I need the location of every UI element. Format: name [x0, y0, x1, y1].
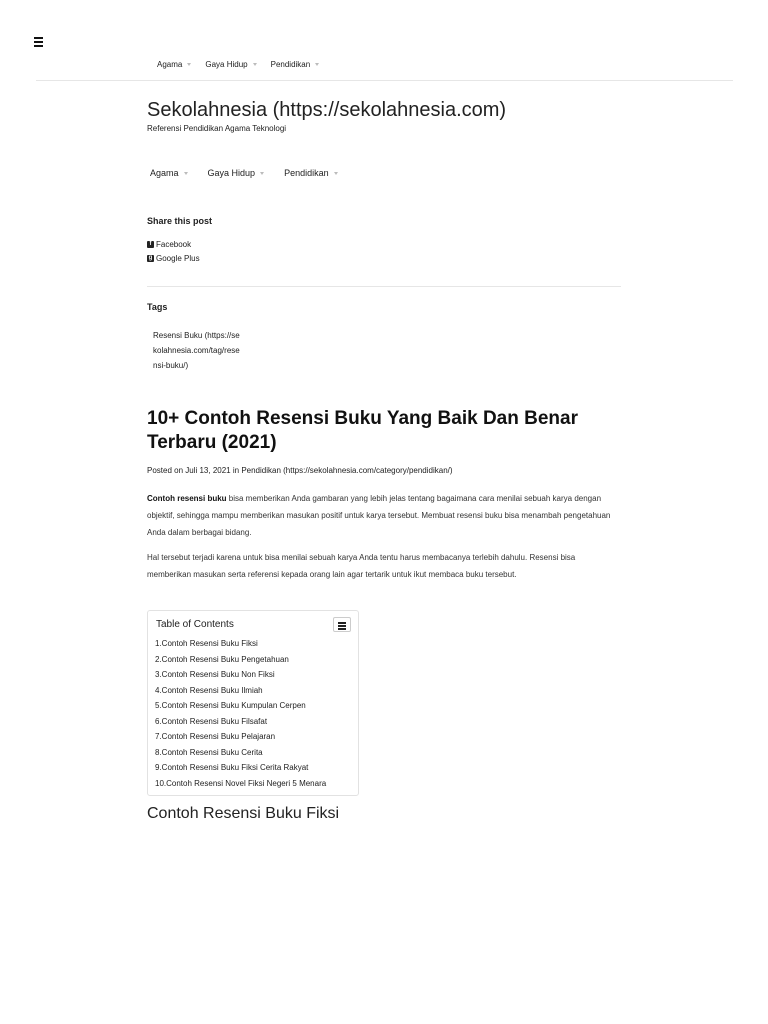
- site-tagline: Referensi Pendidikan Agama Teknologi: [147, 124, 287, 133]
- toc-item[interactable]: 6.Contoh Resensi Buku Filsafat: [155, 716, 268, 726]
- header-divider: [36, 80, 733, 81]
- intro-bold-term: Contoh resensi buku: [147, 494, 227, 503]
- topnav-item-agama[interactable]: [157, 60, 191, 69]
- toc-toggle-list-icon[interactable]: [333, 617, 351, 632]
- mainnav-item-agama[interactable]: [150, 168, 188, 178]
- toc-list: [155, 636, 326, 791]
- mainnav-item-label: Agama: [150, 168, 179, 178]
- toc-item[interactable]: 1.Contoh Resensi Buku Fiksi: [155, 639, 258, 648]
- section-divider: [147, 286, 621, 287]
- share-googleplus-link[interactable]: [147, 254, 200, 263]
- share-facebook-label: Facebook: [156, 240, 192, 249]
- toc-item[interactable]: 2.Contoh Resensi Buku Pengetahuan: [155, 654, 289, 664]
- toc-item[interactable]: 4.Contoh Resensi Buku Ilmiah: [155, 685, 263, 695]
- mainnav-item-gaya-hidup[interactable]: [208, 168, 265, 178]
- google-plus-icon: g: [148, 255, 153, 261]
- intro-paragraph: [147, 490, 621, 541]
- intro-text: bisa memberikan Anda gambaran yang lebih jelas tentang bagaimana cara menilai sebuah karya dengan objektif, sehingga mampu memberikan masukan positif untuk karya tersebut. Membuat resensi buku bisa menambah pengetahuan Anda dalam berbagai bidang.: [147, 494, 611, 537]
- mainnav-item-label: Gaya Hidup: [207, 168, 256, 178]
- chevron-down-icon: [187, 63, 191, 66]
- toc-item[interactable]: 7.Contoh Resensi Buku Pelajaran: [155, 732, 276, 741]
- chevron-down-icon: [315, 63, 319, 66]
- toc-title: Table of Contents: [156, 619, 234, 630]
- share-googleplus-label: Google Plus: [156, 254, 200, 263]
- mainnav-item-pendidikan[interactable]: [284, 168, 338, 178]
- top-navigation: [157, 60, 319, 69]
- toc-item[interactable]: 9.Contoh Resensi Buku Fiksi Cerita Rakyat: [155, 763, 309, 772]
- section-heading: Contoh Resensi Buku Fiksi: [147, 805, 340, 822]
- chevron-down-icon: [260, 172, 264, 175]
- post-category-link[interactable]: Pendidikan (https://sekolahnesia.com/category/pendidikan/): [241, 466, 453, 475]
- tag-link-resensi-buku[interactable]: Resensi Buku (https://sekolahnesia.com/tag/resensi-buku/): [153, 331, 240, 370]
- table-of-contents: [147, 610, 359, 796]
- chevron-down-icon: [334, 172, 338, 175]
- main-navigation: [150, 168, 338, 178]
- second-paragraph: Hal tersebut terjadi karena untuk bisa menilai sebuah karya Anda tentu harus membacanya terlebih dahulu. Resensi bisa memberikan masukan serta referensi kepada orang lain agar tertarik untuk ikut membaca buku tersebut.: [147, 553, 576, 579]
- site-title[interactable]: Sekolahnesia (https://sekolahnesia.com): [147, 99, 507, 121]
- chevron-down-icon: [184, 172, 188, 175]
- topnav-item-pendidikan[interactable]: [271, 60, 320, 69]
- menu-hamburger-icon[interactable]: [34, 37, 44, 47]
- post-date: Posted on Juli 13, 2021 in: [147, 466, 240, 475]
- topnav-item-gaya-hidup[interactable]: [205, 60, 256, 69]
- chevron-down-icon: [253, 63, 257, 66]
- toc-item[interactable]: 10.Contoh Resensi Novel Fiksi Negeri 5 Menara: [155, 778, 327, 788]
- post-title: 10+ Contoh Resensi Buku Yang Baik Dan Benar Terbaru (2021): [147, 408, 578, 453]
- post-meta: [147, 466, 453, 475]
- share-heading: Share this post: [147, 216, 213, 226]
- toc-item[interactable]: 5.Contoh Resensi Buku Kumpulan Cerpen: [155, 701, 306, 710]
- topnav-item-label: Pendidikan: [270, 60, 311, 69]
- facebook-icon: f: [147, 241, 154, 248]
- tags-heading: Tags: [147, 302, 168, 312]
- mainnav-item-label: Pendidikan: [284, 168, 329, 178]
- topnav-item-label: Gaya Hidup: [205, 60, 248, 69]
- toc-item[interactable]: 8.Contoh Resensi Buku Cerita: [155, 747, 263, 757]
- toc-item[interactable]: 3.Contoh Resensi Buku Non Fiksi: [155, 670, 275, 679]
- topnav-item-label: Agama: [157, 60, 183, 69]
- share-facebook-link[interactable]: [147, 240, 191, 249]
